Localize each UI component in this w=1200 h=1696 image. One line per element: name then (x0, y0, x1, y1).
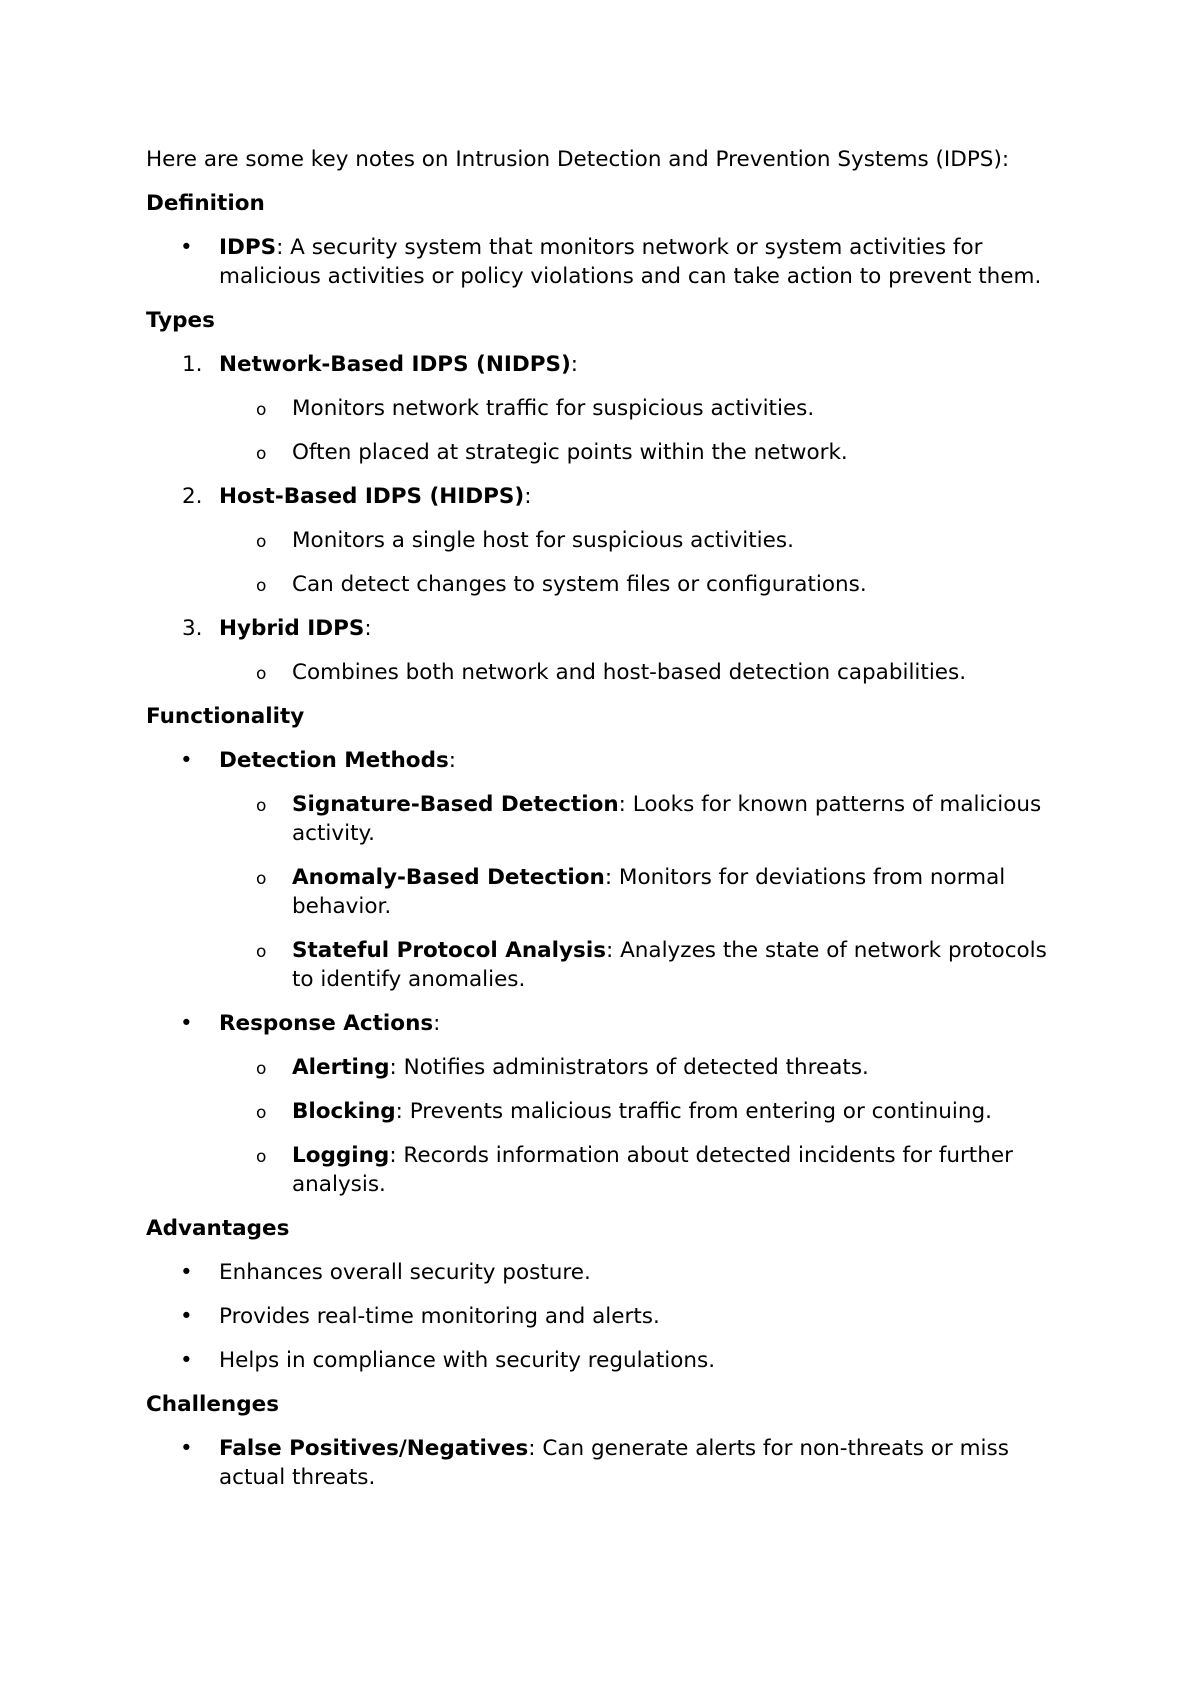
term: Blocking (292, 1099, 396, 1124)
heading-challenges: Challenges (146, 1392, 279, 1417)
sub-list-item (146, 658, 1066, 687)
list-item (146, 1258, 1066, 1287)
term: Anomaly-Based Detection (292, 865, 605, 890)
definition-list (146, 233, 1066, 291)
sub-list-item (146, 1141, 1066, 1199)
heading-types: Types (146, 308, 215, 333)
separator: : (433, 1011, 441, 1036)
heading-advantages: Advantages (146, 1216, 290, 1241)
bullet-icon: • (180, 1011, 193, 1036)
sub-bullet-icon: o (256, 796, 267, 816)
sub-bullet-icon: o (256, 444, 267, 464)
separator: : (570, 352, 579, 377)
list-item (146, 233, 1066, 291)
sub-bullet-icon: o (256, 869, 267, 889)
term: IDPS (219, 235, 277, 260)
item-text: Combines both network and host-based detection capabilities. (292, 660, 967, 685)
sub-bullet-icon: o (256, 532, 267, 552)
item-text: : Prevents malicious traffic from entering or continuing. (395, 1099, 992, 1124)
item-text: Can detect changes to system files or configurations. (292, 572, 867, 597)
term: False Positives/Negatives (219, 1436, 529, 1461)
sub-bullet-icon: o (256, 576, 267, 596)
functionality-list (146, 746, 1066, 1199)
bullet-icon: • (180, 748, 193, 773)
sub-list-item (146, 790, 1066, 848)
item-text: : Looks for known patterns of malicious activity. (292, 792, 1042, 846)
separator: : (524, 484, 532, 509)
list-number: 2. (182, 484, 203, 509)
sub-bullet-icon: o (256, 942, 267, 962)
list-item (146, 1434, 1066, 1492)
sub-list-item (146, 1053, 1066, 1082)
term: Network-Based IDPS (NIDPS) (219, 352, 571, 377)
list-number: 3. (182, 616, 203, 641)
sub-bullet-icon: o (256, 400, 267, 420)
sub-list-item (146, 526, 1066, 555)
intro-text: Here are some key notes on Intrusion Detection and Prevention Systems (IDPS): (146, 147, 1010, 172)
list-item (146, 614, 1066, 643)
item-text: Provides real-time monitoring and alerts. (219, 1304, 660, 1329)
list-number: 1. (182, 352, 203, 377)
term: Hybrid IDPS (219, 616, 365, 641)
sub-list-item (146, 936, 1066, 994)
item-text: Enhances overall security posture. (219, 1260, 591, 1285)
bullet-icon: • (180, 235, 193, 260)
sub-list-item (146, 394, 1066, 423)
item-text: : Notifies administrators of detected threats. (389, 1055, 869, 1080)
sub-bullet-icon: o (256, 1147, 267, 1167)
challenges-list (146, 1434, 1066, 1492)
term: Response Actions (219, 1011, 434, 1036)
term: Host-Based IDPS (HIDPS) (219, 484, 525, 509)
sub-list-item (146, 570, 1066, 599)
term: Logging (292, 1143, 390, 1168)
separator: : (276, 235, 284, 260)
item-text: Monitors a single host for suspicious activities. (292, 528, 794, 553)
sub-list-item (146, 1097, 1066, 1126)
item-text: : Monitors for deviations from normal behavior. (292, 865, 1006, 919)
bullet-icon: • (180, 1304, 193, 1329)
item-text: A security system that monitors network or system activities for malicious activities or policy violations and can take action to prevent them. (219, 235, 1042, 289)
term: Detection Methods (219, 748, 449, 773)
term: Signature-Based Detection (292, 792, 619, 817)
list-item (146, 1302, 1066, 1331)
item-text: : Records information about detected incidents for further analysis. (292, 1143, 1013, 1197)
list-item (146, 482, 1066, 511)
separator: : (448, 748, 457, 773)
heading-functionality: Functionality (146, 704, 305, 729)
sub-list-item (146, 863, 1066, 921)
heading-definition: Definition (146, 191, 265, 216)
list-item (146, 350, 1066, 379)
list-item (146, 746, 1066, 775)
item-text: : Analyzes the state of network protocols to identify anomalies. (292, 938, 1047, 992)
types-list (146, 350, 1066, 687)
item-text: : Can generate alerts for non-threats or miss actual threats. (219, 1436, 1009, 1490)
bullet-icon: • (180, 1348, 193, 1373)
list-item (146, 1346, 1066, 1375)
advantages-list (146, 1258, 1066, 1375)
sub-bullet-icon: o (256, 664, 267, 684)
bullet-icon: • (180, 1436, 193, 1461)
separator: : (364, 616, 372, 641)
sub-list-item (146, 438, 1066, 467)
document-body (146, 145, 1066, 1507)
bullet-icon: • (180, 1260, 193, 1285)
sub-bullet-icon: o (256, 1103, 267, 1123)
list-item (146, 1009, 1066, 1038)
sub-bullet-icon: o (256, 1059, 267, 1079)
item-text: Monitors network traffic for suspicious activities. (292, 396, 815, 421)
term: Stateful Protocol Analysis (292, 938, 606, 963)
term: Alerting (292, 1055, 390, 1080)
item-text: Helps in compliance with security regulations. (219, 1348, 716, 1373)
item-text: Often placed at strategic points within the network. (292, 440, 848, 465)
